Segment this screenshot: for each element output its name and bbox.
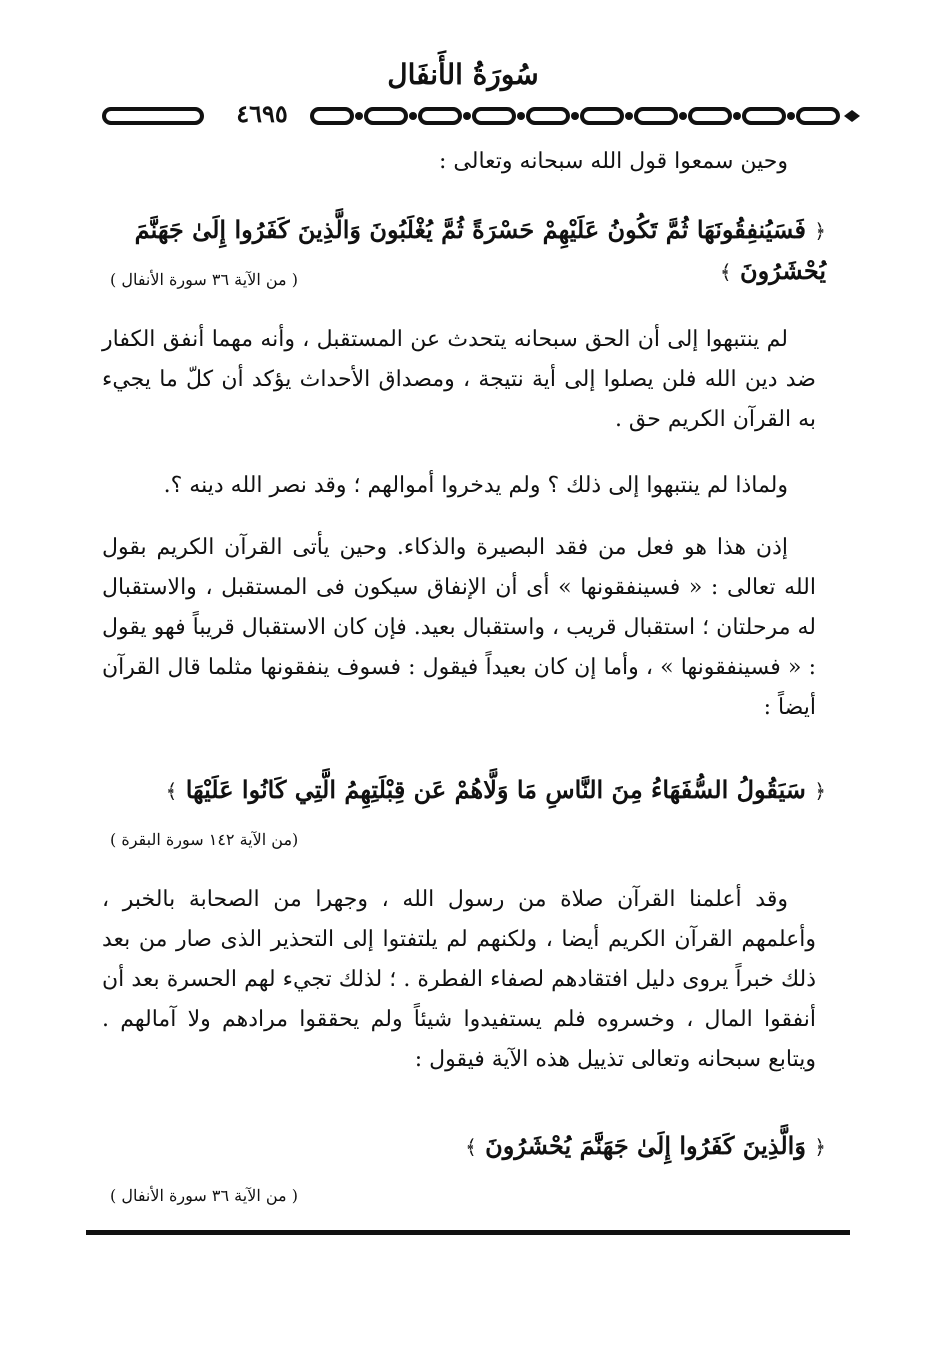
verse-close-ornament: ﴾ [465,1135,477,1159]
paragraph-1: لم ينتبهوا إلى أن الحق سبحانه يتحدث عن المستقبل ، وأنه مهما أنفق الكفار ضد دين الله فلن يصلوا إلى أية نتيجة ، ومصداق الأحداث يؤكد أن كلّ ما يجيء به القرآن الكريم حق . [102,327,816,432]
ornament-chain-left [100,101,210,131]
page-number: ٤٦٩٥ [236,99,288,128]
verse-open-ornament: ﴿ [814,779,826,803]
footer-divider [86,1230,850,1235]
verse-3-citation: ( من الآية ٣٦ سورة الأنفال ) [110,1186,298,1205]
verse-open-ornament: ﴿ [814,219,826,243]
verse-close-ornament: ﴾ [165,779,178,803]
surah-title: سُورَةُ الأَنفَال [387,58,539,91]
header-ornament-band [100,101,860,131]
paragraph-2: ولماذا لم ينتبهوا إلى ذلك ؟ ولم يدخروا أموالهم ؛ وقد نصر الله دينه ؟. [163,473,788,498]
verse-3 [96,1126,826,1167]
verse-1-text: فَسَيُنفِقُونَهَا ثُمَّ تَكُونُ عَلَيْهِمْ حَسْرَةً ثُمَّ يُغْلَبُونَ وَالَّذِينَ كَفَرُوا إِلَىٰ جَهَنَّمَ يُحْشَرُونَ [134,215,826,285]
verse-3-text: وَالَّذِينَ كَفَرُوا إِلَىٰ جَهَنَّمَ يُحْشَرُونَ [485,1131,806,1160]
intro-line: وحين سمعوا قول الله سبحانه وتعالى : [439,149,788,174]
paragraph-3: إذن هذا هو فعل من فقد البصيرة والذكاء. وحين يأتى القرآن الكريم بقول الله تعالى : « فسينفقونها » أى أن الإنفاق سيكون فى المستقبل ، والاستقبال له مرحلتان ؛ استقبال قريب ، واستقبال بعيد. فإن كان الاستقبال قريباً فهو يقول : « فسينفقونها » ، وأما إن كان بعيداً فيقول : فسوف ينفقونها مثلما قال القرآن أيضاً : [102,535,816,720]
verse-1-citation: ( من الآية ٣٦ سورة الأنفال ) [110,270,298,289]
verse-2-citation: (من الآية ١٤٢ سورة البقرة ) [110,830,299,849]
verse-open-ornament: ﴿ [814,1135,826,1159]
paragraph-4: وقد أعلمنا القرآن صلاة من رسول الله ، وجهرا من الصحابة بالخبر ، وأعلمهم القرآن الكريم أيضا ، ولكنهم لم يلتفتوا إلى التحذير الذى صار من بعد ذلك خبراً يروى دليل افتقادهم لصفاء الفطرة . ؛ لذلك تجيء لهم الحسرة بعد أن أنفقوا المال ، وخسروه فلم يستفيدوا شيئاً ولم يحققوا مرادهم ولا آمالهم . ويتابع سبحانه وتعالى تذييل هذه الآية فيقول : [102,887,816,1072]
verse-close-ornament: ﴾ [719,260,732,284]
verse-2 [96,770,826,811]
verse-2-text: سَيَقُولُ السُّفَهَاءُ مِنَ النَّاسِ مَا وَلَّاهُمْ عَن قِبْلَتِهِمُ الَّتِي كَانُوا عَلَيْهَا [185,775,806,804]
ornament-chain-right [308,101,860,131]
